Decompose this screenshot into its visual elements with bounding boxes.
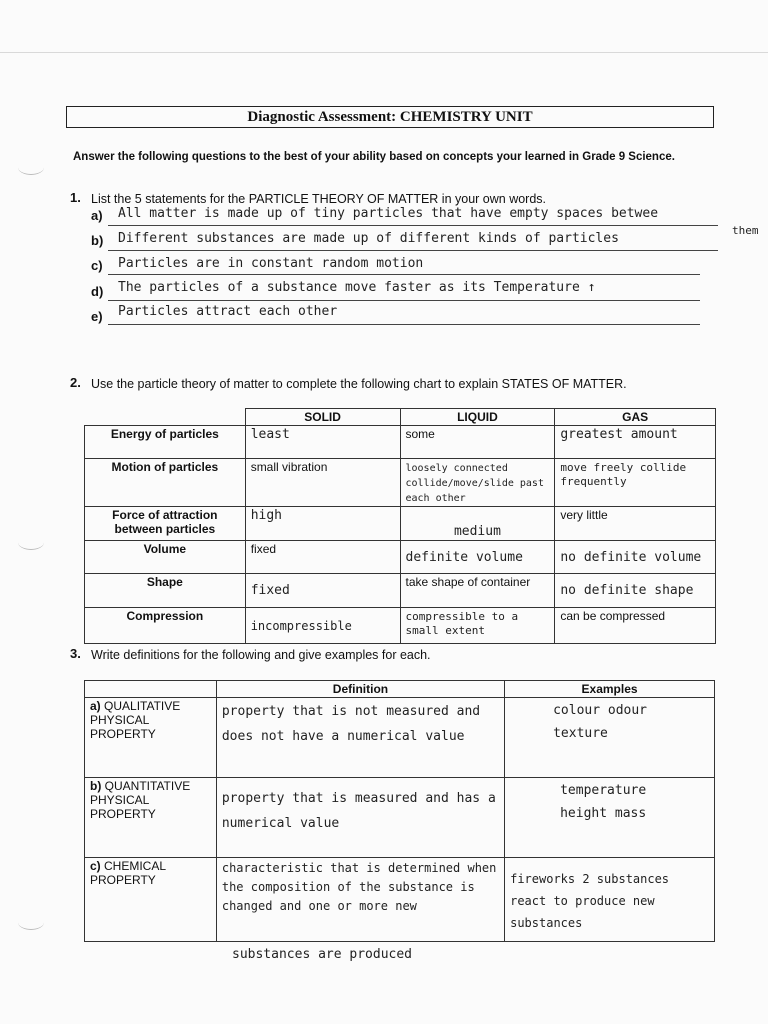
handwritten-answer: property that is not measured and does not have a numerical value (221, 704, 481, 744)
header-definition: Definition (216, 681, 504, 698)
table-row (85, 608, 716, 644)
cell-gas: very little (555, 507, 716, 541)
handwritten-answer: no definite shape (560, 583, 694, 598)
q1-number: 1. (70, 190, 81, 205)
handwritten-answer: fireworks 2 substances react to produce new substances (510, 872, 670, 930)
cell-gas (555, 574, 716, 608)
answer-label: b) (91, 233, 104, 248)
punch-hole-mark (18, 915, 44, 930)
answer-line (108, 324, 700, 325)
handwritten-answer: colour odour texture (553, 703, 648, 741)
intro-instructions: Answer the following questions to the best of your ability based on concepts your learned in Grade 9 Science. (73, 151, 675, 163)
handwritten-answer: incompressible (250, 618, 352, 633)
handwritten-answer: temperature height mass (560, 783, 647, 821)
table-row (85, 698, 715, 778)
examples-cell (505, 698, 715, 778)
table-row (85, 541, 716, 574)
term-cell (85, 858, 217, 942)
answer-label: a) (91, 208, 103, 223)
answer-label: e) (91, 309, 103, 324)
term-name: QUALITATIVE PHYSICAL PROPERTY (90, 699, 181, 741)
row-label: Energy of particles (85, 426, 246, 459)
answer-text: Different substances are made up of different kinds of particles (118, 231, 619, 246)
cell-liquid (400, 541, 555, 574)
table-row (85, 858, 715, 942)
row-label: Motion of particles (85, 459, 246, 507)
punch-hole-mark (18, 160, 44, 175)
table-row (85, 507, 716, 541)
cell-solid: fixed (245, 541, 400, 574)
header-liquid: LIQUID (400, 409, 555, 426)
answer-line (108, 300, 700, 301)
cell-gas: can be compressed (555, 608, 716, 644)
cell-liquid (400, 608, 555, 644)
term-letter: a) (90, 699, 101, 713)
answer-text: Particles attract each other (118, 304, 338, 319)
cell-liquid (400, 459, 555, 507)
page-title: Diagnostic Assessment: CHEMISTRY UNIT (66, 106, 714, 128)
q3-prompt: Write definitions for the following and give examples for each. (91, 648, 431, 662)
answer-continuation: them (732, 224, 759, 237)
term-cell (85, 778, 217, 858)
answer-label: c) (91, 258, 103, 273)
handwritten-answer: characteristic that is determined when the composition of the substance is changed and one or more new (221, 861, 497, 913)
answer-text: All matter is made up of tiny particles that have empty spaces betwee (118, 206, 659, 221)
definitions-table (84, 680, 715, 942)
examples-cell (505, 778, 715, 858)
term-name: CHEMICAL PROPERTY (90, 859, 166, 887)
table-row (85, 778, 715, 858)
term-letter: c) (90, 859, 101, 873)
term-cell (85, 698, 217, 778)
term-name: QUANTITATIVE PHYSICAL PROPERTY (90, 779, 191, 821)
row-label: Compression (85, 608, 246, 644)
definition-cell (216, 778, 504, 858)
term-letter: b) (90, 779, 102, 793)
answer-text: Particles are in constant random motion (118, 256, 424, 271)
answer-line (108, 250, 718, 251)
handwritten-answer: definite volume (405, 549, 523, 565)
cell-liquid: take shape of container (400, 574, 555, 608)
row-label: Force of attraction between particles (85, 507, 246, 541)
scan-edge-line (0, 52, 768, 53)
answer-line (108, 274, 700, 275)
cell-solid (245, 507, 400, 541)
table-row (85, 574, 716, 608)
q3-number: 3. (70, 646, 81, 661)
header-examples: Examples (505, 681, 715, 698)
answer-line (108, 225, 718, 226)
cell-solid (245, 608, 400, 644)
cell-gas (555, 426, 716, 459)
cell-gas (555, 541, 716, 574)
cell-solid (245, 574, 400, 608)
q2-number: 2. (70, 375, 81, 390)
answer-text: The particles of a substance move faster as its Temperature ↑ (118, 280, 596, 295)
handwritten-answer: greatest amount (560, 427, 678, 442)
handwritten-answer: no definite volume (560, 549, 702, 565)
handwritten-answer: medium (453, 524, 501, 539)
q2-prompt: Use the particle theory of matter to complete the following chart to explain STATES OF MATTER. (91, 377, 627, 391)
row-label: Shape (85, 574, 246, 608)
table-row (85, 459, 716, 507)
examples-cell (505, 858, 715, 942)
cell-liquid: some (400, 426, 555, 459)
handwritten-answer: property that is measured and has a numerical value (221, 791, 496, 831)
header-solid: SOLID (245, 409, 400, 426)
definition-cell (216, 858, 504, 942)
cell-gas (555, 459, 716, 507)
definition-cell (216, 698, 504, 778)
handwritten-answer: compressible to a small extent (405, 610, 519, 637)
table-corner (85, 681, 217, 698)
handwritten-answer: fixed (250, 583, 290, 598)
table-corner (85, 409, 246, 426)
cell-solid (245, 426, 400, 459)
answer-label: d) (91, 284, 104, 299)
row-label: Volume (85, 541, 246, 574)
handwritten-answer: least (250, 427, 290, 442)
handwritten-answer: loosely connected collide/move/slide past each other (405, 463, 544, 504)
punch-hole-mark (18, 535, 44, 550)
handwritten-answer: high (250, 508, 282, 523)
handwritten-answer: move freely collide frequently (560, 461, 687, 488)
header-gas: GAS (555, 409, 716, 426)
table-row (85, 426, 716, 459)
cell-liquid (400, 507, 555, 541)
cell-solid: small vibration (245, 459, 400, 507)
states-of-matter-table (84, 408, 716, 644)
q1-prompt: List the 5 statements for the PARTICLE THEORY OF MATTER in your own words. (91, 192, 547, 206)
handwritten-overflow: substances are produced (232, 947, 413, 962)
